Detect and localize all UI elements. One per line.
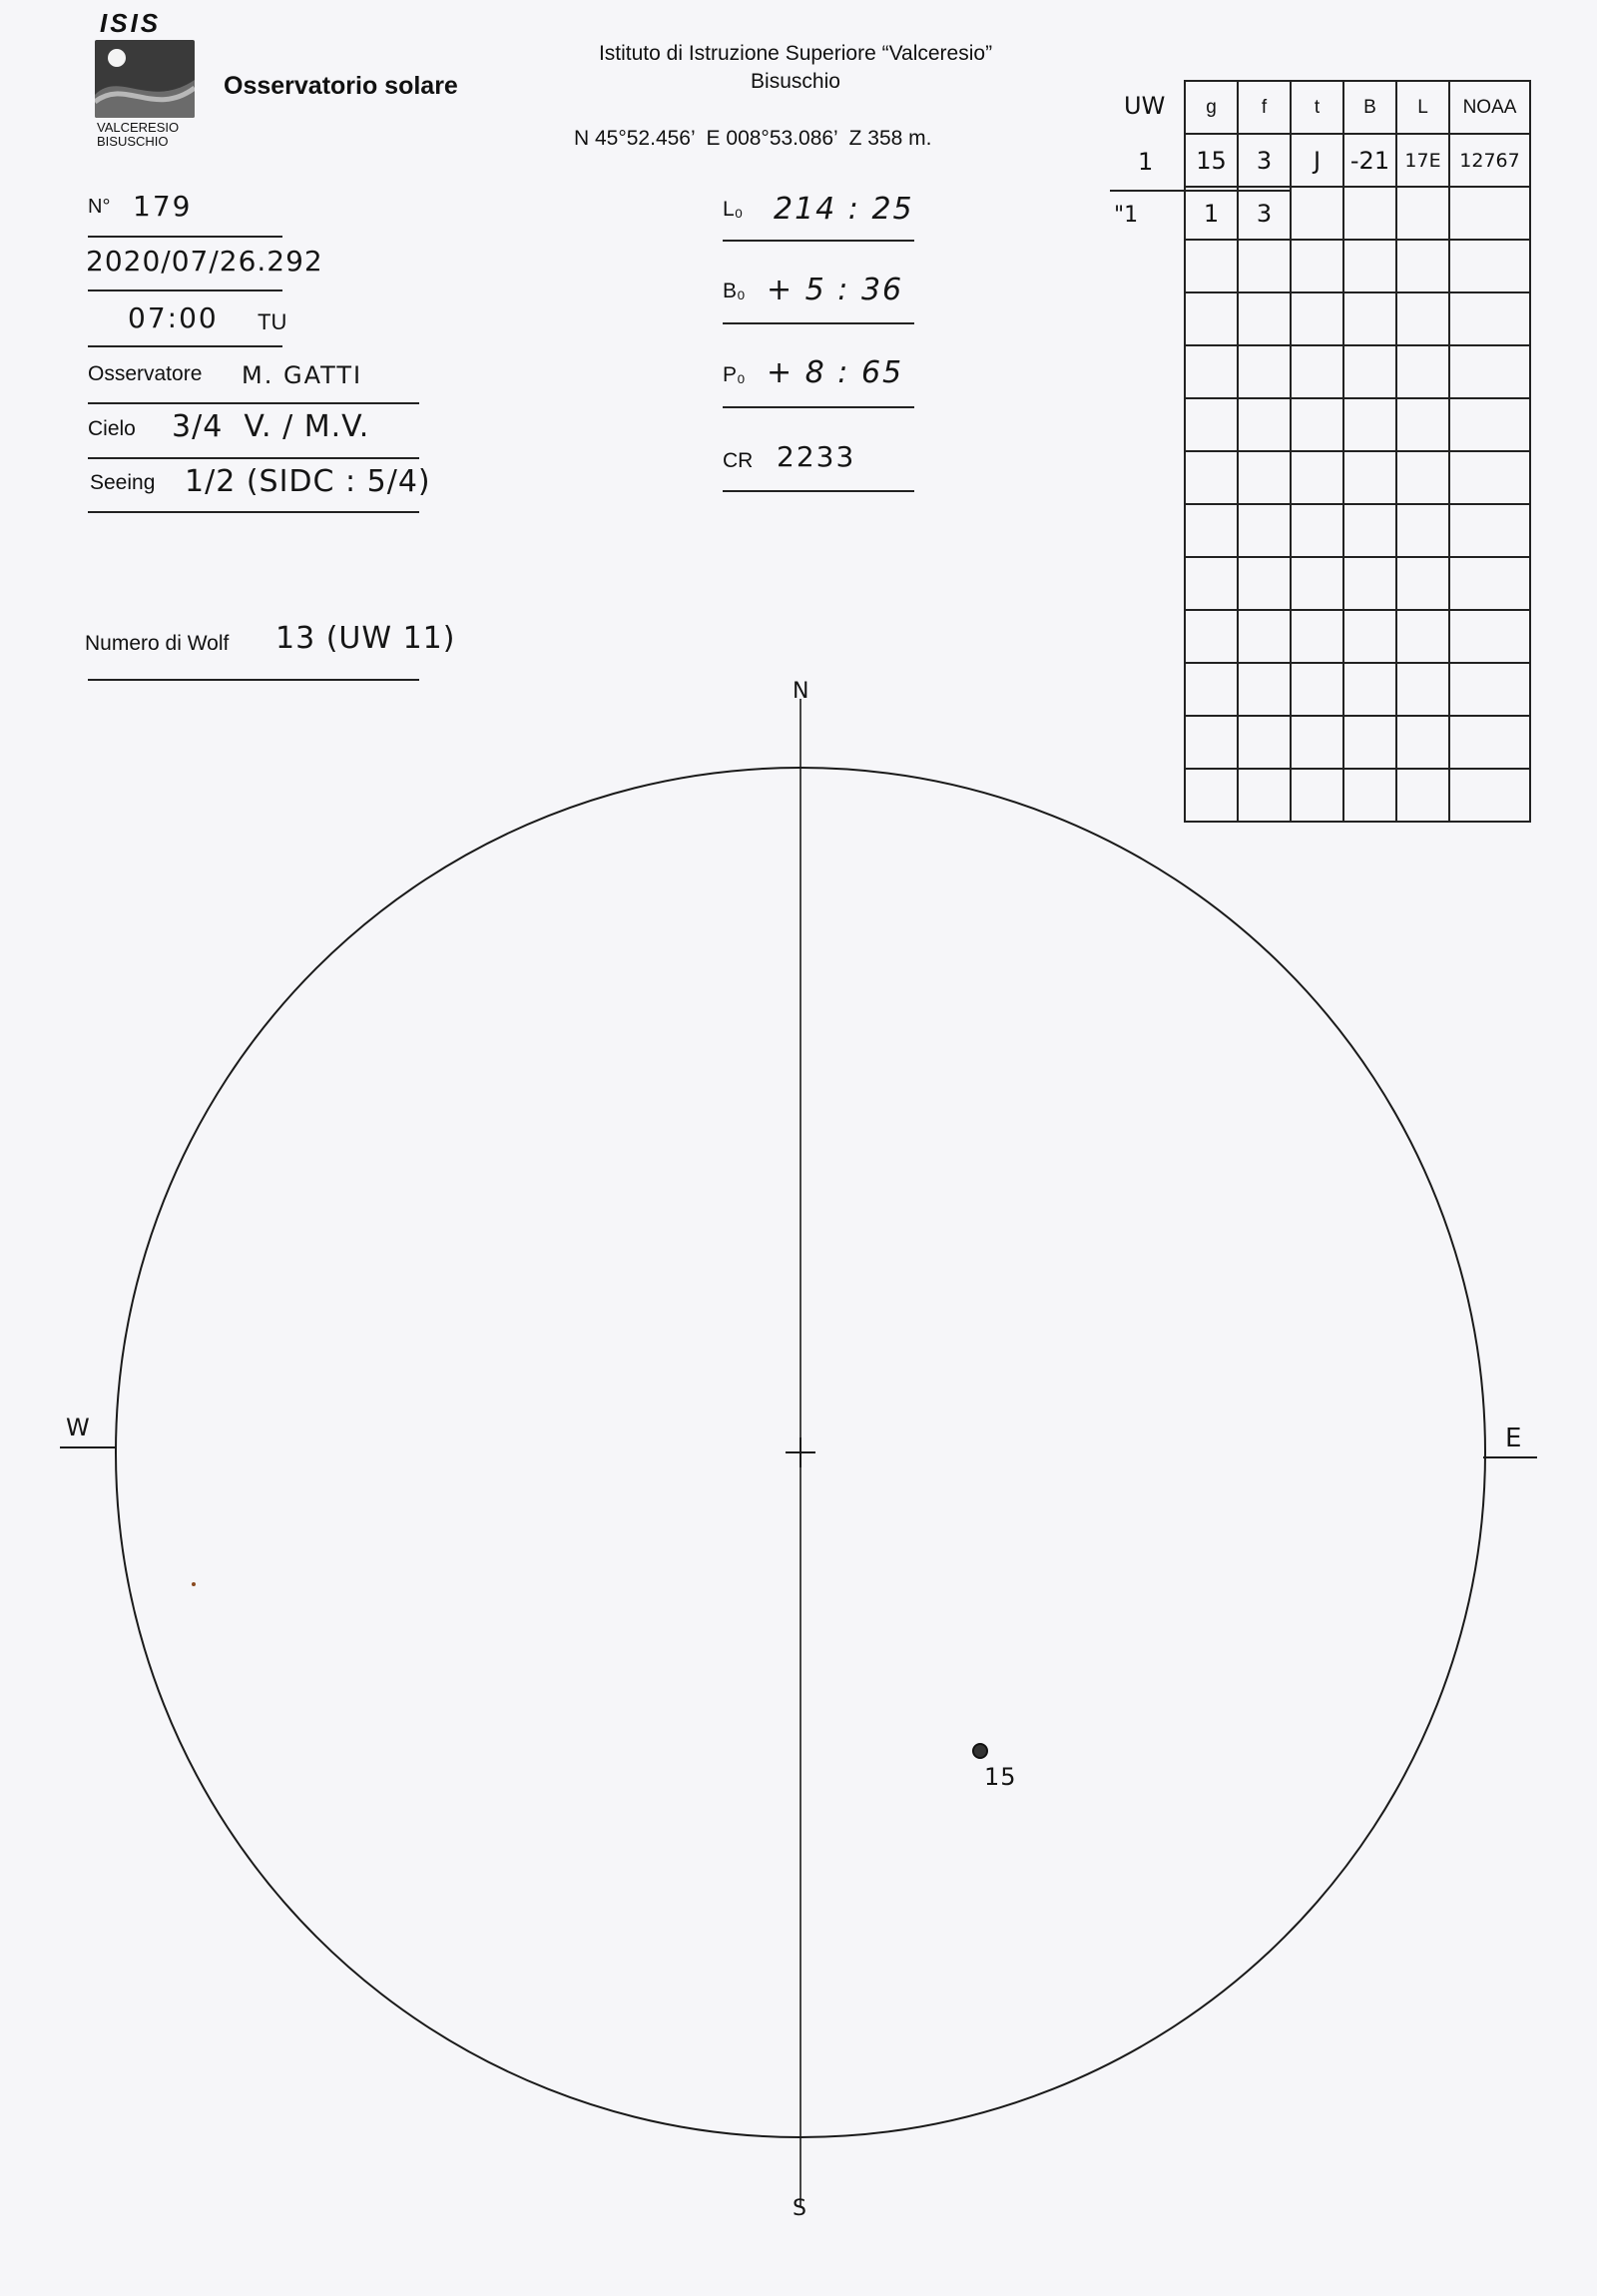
stray-mark — [192, 1582, 196, 1586]
observer-value: M. GATTI — [242, 361, 363, 389]
observer-label: Osservatore — [88, 362, 203, 385]
uw-row-2-label: "1 — [1114, 203, 1139, 228]
time-value: 07:00 — [128, 301, 219, 334]
west-label: W — [66, 1414, 90, 1441]
b0-label: B₀ — [723, 280, 746, 302]
date-value: 2020/07/26.292 — [86, 245, 323, 278]
east-label: E — [1505, 1424, 1522, 1453]
number-value: 179 — [133, 190, 193, 223]
header-f: f — [1238, 81, 1291, 134]
b0-value: + 5 : 36 — [767, 273, 904, 307]
row1-f: 3 — [1238, 134, 1291, 187]
cr-value: 2233 — [777, 440, 856, 473]
cr-label: CR — [723, 449, 754, 472]
sky-label: Cielo — [88, 417, 136, 440]
header-g: g — [1185, 81, 1238, 134]
logo-line-1: VALCERESIO — [97, 120, 180, 135]
north-label: N — [793, 679, 809, 704]
institute-name: Istituto di Istruzione Superiore “Valceresio” — [598, 42, 993, 65]
observatory-title: Osservatorio solare — [224, 72, 458, 100]
seeing-value: 1/2 (SIDC : 5/4) — [185, 464, 431, 499]
wolf-label: Numero di Wolf — [85, 632, 230, 655]
header-noaa: NOAA — [1449, 81, 1530, 134]
l0-value: 214 : 25 — [774, 192, 914, 227]
sunspot-group-15 — [973, 1744, 987, 1758]
institute-town: Bisuschio — [751, 70, 840, 93]
uw-header-label: UW — [1124, 92, 1166, 120]
header-b: B — [1343, 81, 1396, 134]
time-unit: TU — [258, 309, 287, 334]
wolf-value: 13 (UW 11) — [275, 621, 456, 656]
header-l: L — [1396, 81, 1449, 134]
row1-g: 15 — [1185, 134, 1238, 187]
l0-label: L₀ — [723, 198, 744, 221]
header-t: t — [1291, 81, 1343, 134]
p0-value: + 8 : 65 — [767, 355, 904, 390]
number-label: N° — [88, 196, 111, 218]
seeing-label: Seeing — [90, 471, 156, 494]
row1-b: -21 — [1343, 134, 1396, 187]
south-label: S — [793, 2196, 806, 2221]
logo-top-text: ISIS — [100, 8, 162, 38]
row2-f: 3 — [1238, 187, 1291, 240]
uw-row-1-label: 1 — [1138, 148, 1154, 176]
row1-noaa: 12767 — [1449, 134, 1530, 187]
sky-value: 3/4 V. / M.V. — [172, 409, 370, 444]
logo-line-2: BISUSCHIO — [97, 134, 169, 149]
row1-t: J — [1291, 134, 1343, 187]
row2-g: 1 — [1185, 187, 1238, 240]
sunspot-label: 15 — [984, 1763, 1017, 1791]
observatory-coordinates: N 45°52.456’ E 008°53.086’ Z 358 m. — [574, 127, 932, 150]
p0-label: P₀ — [723, 363, 746, 386]
row1-l: 17E — [1396, 134, 1449, 187]
